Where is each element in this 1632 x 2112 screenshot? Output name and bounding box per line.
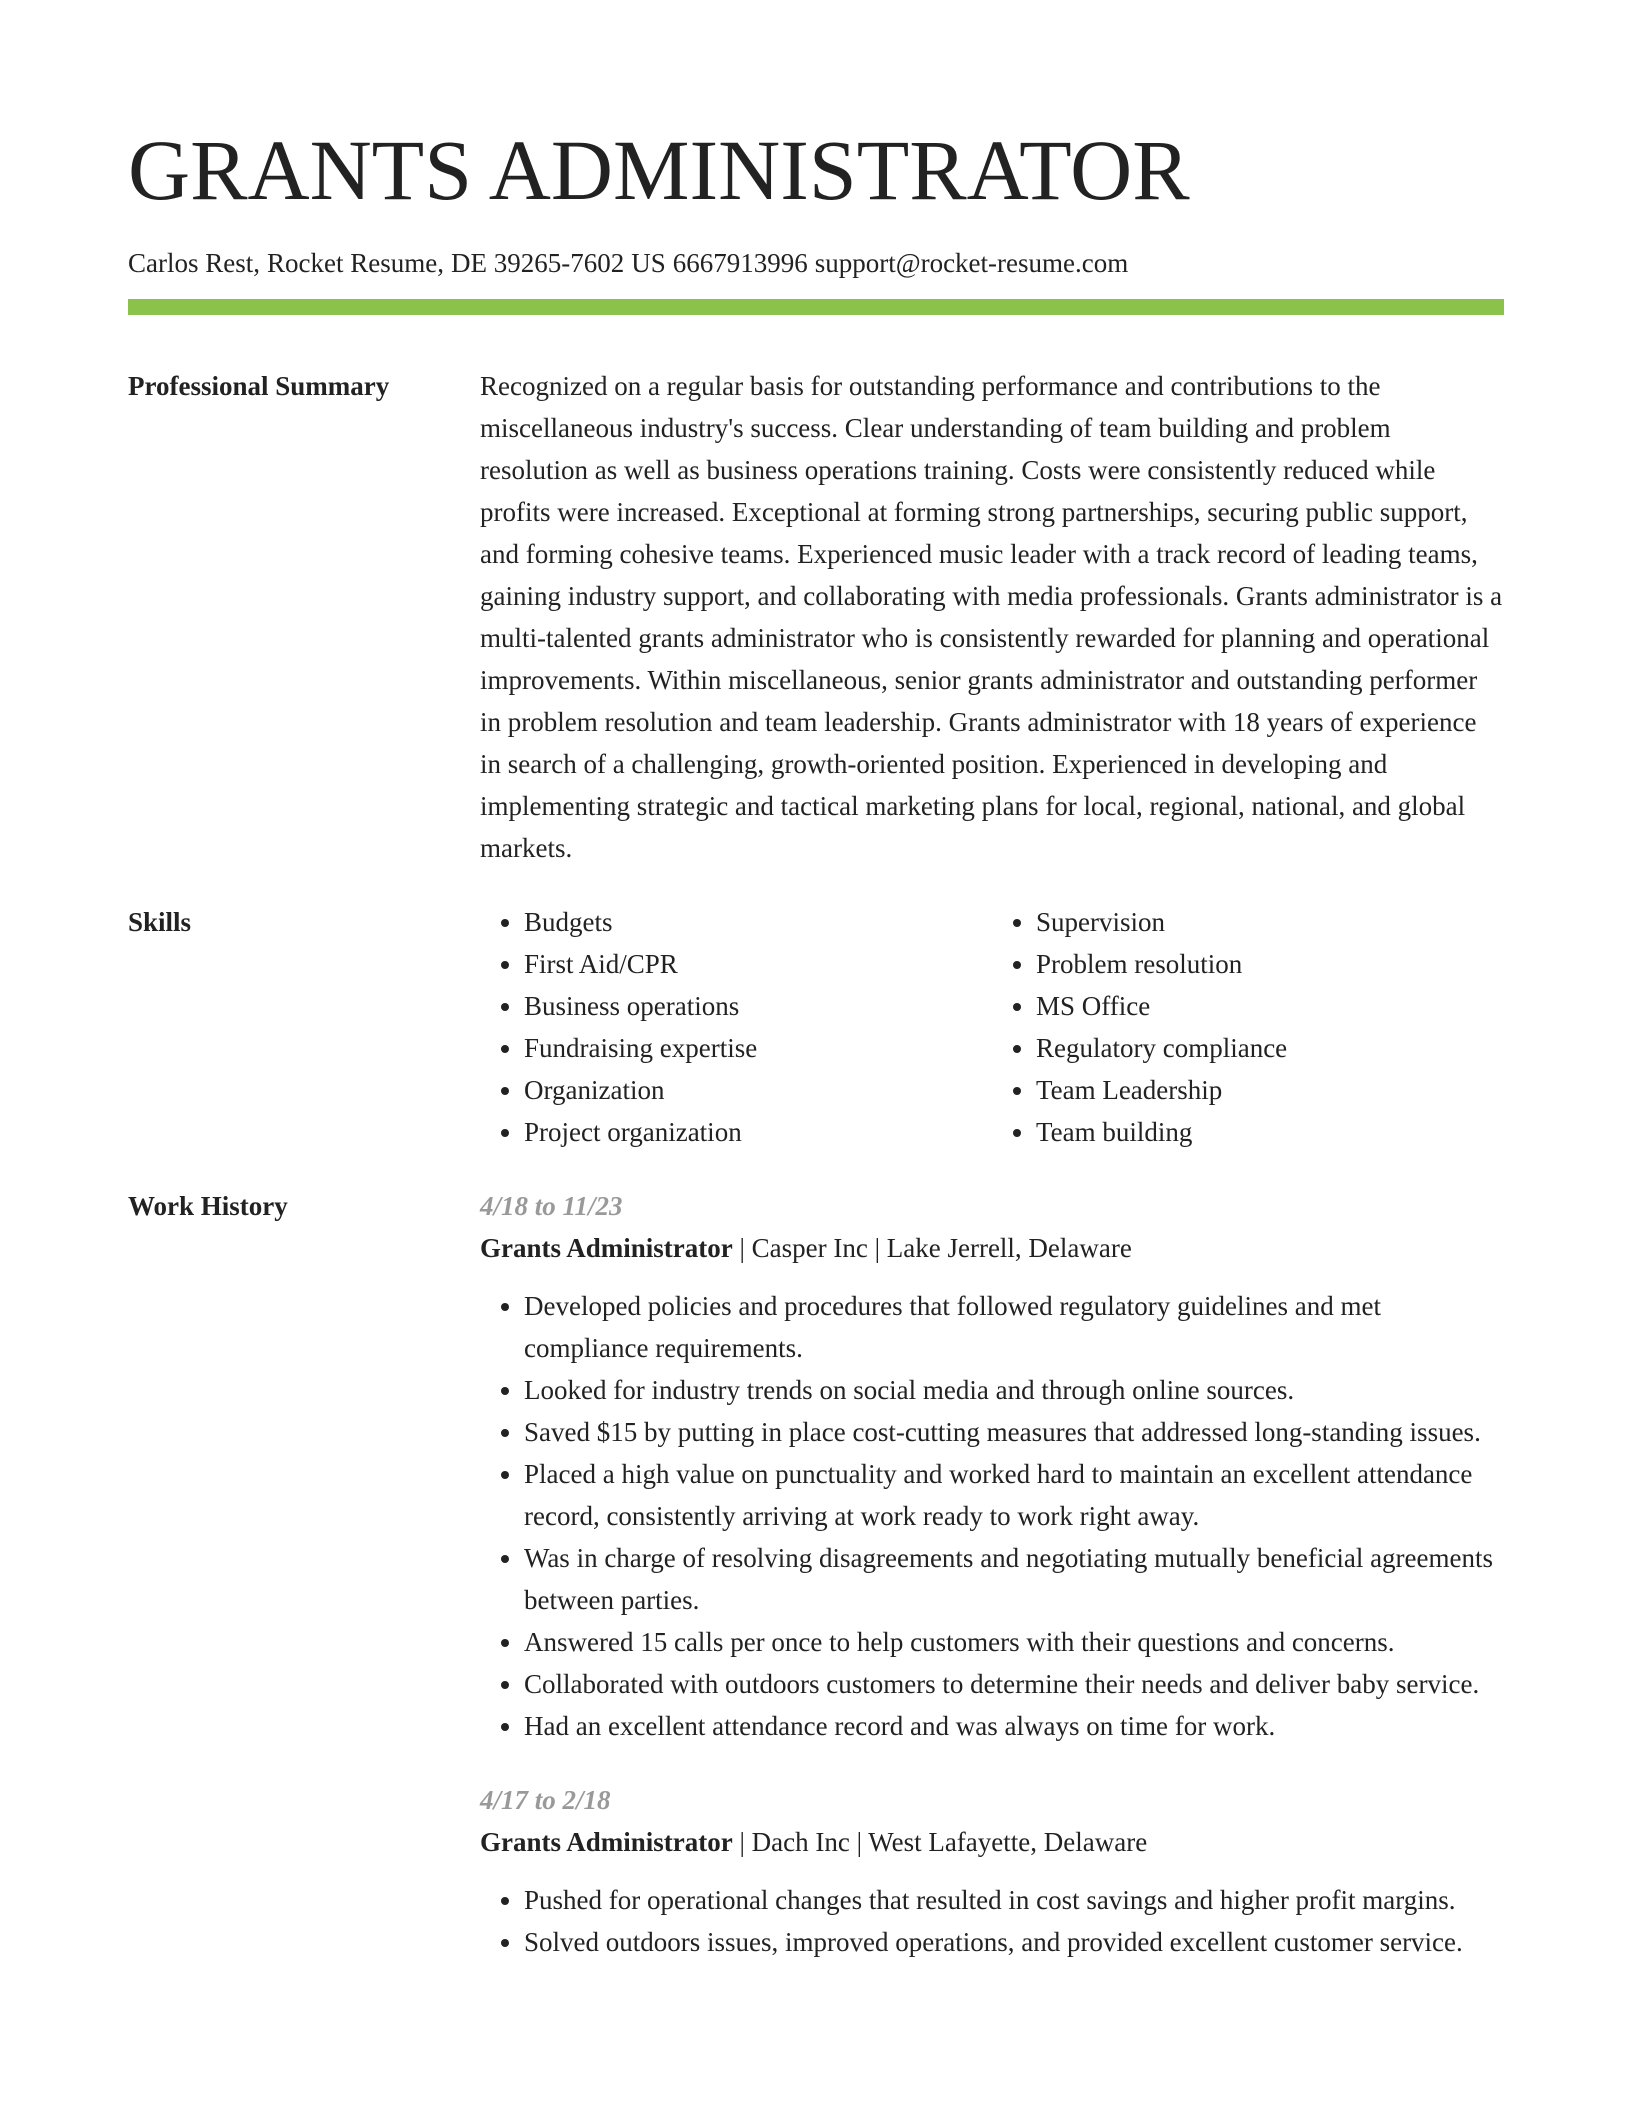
work-history-heading: Work History bbox=[128, 1191, 288, 1221]
contact-country: US bbox=[631, 248, 666, 278]
skill-item: • Supervision bbox=[1036, 901, 1504, 943]
job-bullet: • Solved outdoors issues, improved operations, and provided excellent customer service. bbox=[524, 1921, 1504, 1963]
job-bullet: • Looked for industry trends on social media and through online sources. bbox=[524, 1369, 1504, 1411]
job-bullet: • Had an excellent attendance record and was always on time for work. bbox=[524, 1705, 1504, 1747]
skills-heading: Skills bbox=[128, 907, 192, 937]
job-bullet: • Pushed for operational changes that resulted in cost savings and higher profit margins. bbox=[524, 1879, 1504, 1921]
skill-item: • Problem resolution bbox=[1036, 943, 1504, 985]
summary-text: Recognized on a regular basis for outstanding performance and contributions to the miscellaneous industry's success. Clear understanding of team building and problem resolution as well as business operations training. Costs were consistently reduced while profits were increased. Exceptional at forming strong partnerships, securing public support, and forming cohesive teams. Experienced music leader with a track record of leading teams, gaining industry support, and collaborating with media professionals. Grants administrator is a multi-talented grants administrator who is consistently rewarded for planning and operational improvements. Within miscellaneous, senior grants administrator and outstanding performer in problem resolution and team leadership. Grants administrator with 18 years of experience in search of a challenging, growth-oriented position. Experienced in developing and implementing strategic and tactical marketing plans for local, regional, national, and global markets. bbox=[480, 371, 1503, 863]
job-bullet-list bbox=[480, 1285, 1504, 1747]
resume-page bbox=[128, 0, 1504, 1963]
job-bullet: • Developed policies and procedures that followed regulatory guidelines and met compliance requirements. bbox=[524, 1285, 1504, 1369]
job-bullet: • Collaborated with outdoors customers to determine their needs and deliver baby service. bbox=[524, 1663, 1504, 1705]
job-dates: 4/17 to 2/18 bbox=[480, 1785, 611, 1815]
summary-section bbox=[128, 365, 1504, 869]
skill-item: • Fundraising expertise bbox=[524, 1027, 992, 1069]
skill-item: • Team Leadership bbox=[1036, 1069, 1504, 1111]
candidate-name: GRANTS ADMINISTRATOR bbox=[128, 122, 1190, 218]
skill-item: • Project organization bbox=[524, 1111, 992, 1153]
skill-item: • Team building bbox=[1036, 1111, 1504, 1153]
job-bullet: • Placed a high value on punctuality and worked hard to maintain an excellent attendance record, consistently arriving at work ready to work right away. bbox=[524, 1453, 1504, 1537]
job-title: Grants Administrator bbox=[480, 1233, 733, 1263]
job-bullet-list bbox=[480, 1879, 1504, 1963]
contact-city: Rocket Resume, bbox=[267, 248, 444, 278]
job-bullet: • Was in charge of resolving disagreements and negotiating mutually beneficial agreements between parties. bbox=[524, 1537, 1504, 1621]
job-bullet: • Saved $15 by putting in place cost-cutting measures that addressed long-standing issues. bbox=[524, 1411, 1504, 1453]
skill-item: • MS Office bbox=[1036, 985, 1504, 1027]
contact-email: support@rocket-resume.com bbox=[814, 248, 1129, 278]
skill-item: • Business operations bbox=[524, 985, 992, 1027]
skill-item: • Regulatory compliance bbox=[1036, 1027, 1504, 1069]
job-title-line bbox=[480, 1227, 1504, 1269]
contact-line bbox=[128, 246, 1504, 280]
skill-item: • Organization bbox=[524, 1069, 992, 1111]
job-employer-location: | Casper Inc | Lake Jerrell, Delaware bbox=[732, 1233, 1132, 1263]
skills-list-left bbox=[480, 901, 992, 1153]
skills-list-right bbox=[992, 901, 1504, 1153]
contact-state-zip: DE 39265-7602 bbox=[450, 248, 625, 278]
job-bullet: • Answered 15 calls per once to help customers with their questions and concerns. bbox=[524, 1621, 1504, 1663]
header-divider bbox=[128, 299, 1504, 315]
work-history-section bbox=[128, 1185, 1504, 1963]
contact-person: Carlos Rest, bbox=[128, 248, 260, 278]
skill-item: • First Aid/CPR bbox=[524, 943, 992, 985]
job-employer-location: | Dach Inc | West Lafayette, Delaware bbox=[732, 1827, 1148, 1857]
skill-item: • Budgets bbox=[524, 901, 992, 943]
job-title: Grants Administrator bbox=[480, 1827, 733, 1857]
skills-section bbox=[128, 901, 1504, 1153]
job-entry bbox=[480, 1185, 1504, 1747]
summary-heading: Professional Summary bbox=[128, 371, 390, 401]
job-entry bbox=[480, 1779, 1504, 1963]
contact-phone: 6667913996 bbox=[672, 248, 808, 278]
job-dates: 4/18 to 11/23 bbox=[480, 1191, 623, 1221]
job-title-line bbox=[480, 1821, 1504, 1863]
